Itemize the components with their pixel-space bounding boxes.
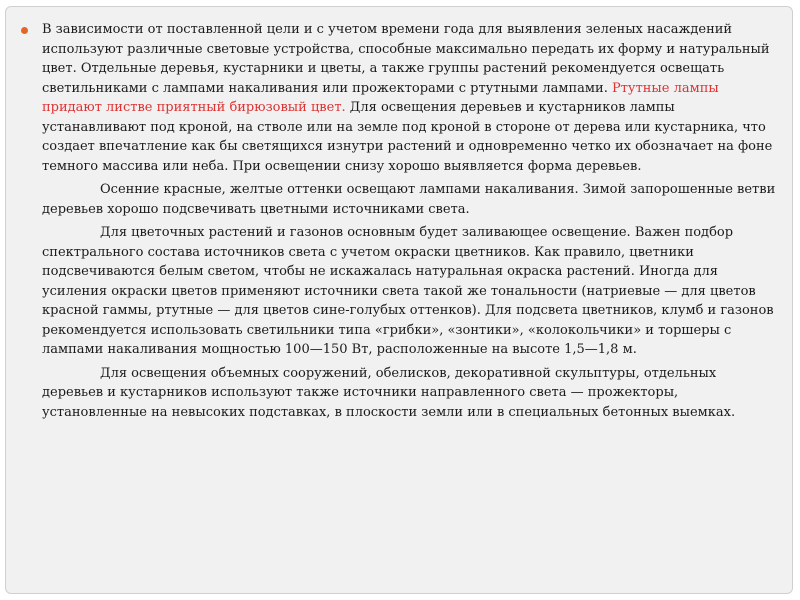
paragraph-1 <box>42 20 780 176</box>
paragraph-4: Для освещения объемных сооружений, обелисков, декоративной скульптуры, отдельных деревьев и кустарников используют также источники направленного света — прожекторы, установленные на невысоких подставках, в плоскости земли или в специальных бетонных выемках. <box>42 365 736 420</box>
paragraph-2: Осенние красные, желтые оттенки освещают лампами накаливания. Зимой запорошенные ветви деревьев хорошо подсвечивать цветными источниками света. <box>42 182 776 217</box>
bullet-icon <box>21 27 28 34</box>
paragraph-1-text-end: Для освещения деревьев и кустарников лампы устанавливают под кроной, на стволе или на земле под кроной в стороне от дерева или кустарника, что создает впечатление как бы светящихся изнутри растений и одновременно четко их обозначает на фоне темного массива или неба. При освещении снизу хорошо выявляется форма деревьев. <box>42 100 773 174</box>
slide-content <box>42 20 780 426</box>
paragraph-1-text-start: В зависимости от поставленной цели и с учетом времени года для выявления зеленых насаждений используют различные световые устройства, способные максимально передать их форму и натуральный цвет. Отдельные деревья, кустарники и цветы, а также группы растений рекомендуется освещать светильниками с лампами накаливания или прожекторами с ртутными лампами. <box>42 22 770 96</box>
highlighted-sentence: Ртутные лампы придают листве приятный бирюзовый цвет. <box>42 80 719 115</box>
paragraph-3: Для цветочных растений и газонов основным будет заливающее освещение. Важен подбор спектрального состава источников света с учетом окраски цветников. Как правило, цветники подсвечиваются белым светом, чтобы не искажалась натуральная окраска растений. Иногда для усиления окраски цветов применяют источники света такой же тональности (натриевые — для цветов красной гаммы, ртутные — для цветов сине-голубых оттенков). Для подсвета цветников, клумб и газонов рекомендуется использовать светильники типа «грибки», «зонтики», «колокольчики» и торшеры с лампами накаливания мощностью 100—150 Вт, расположенные на высоте 1,5—1,8 м. <box>42 225 774 357</box>
